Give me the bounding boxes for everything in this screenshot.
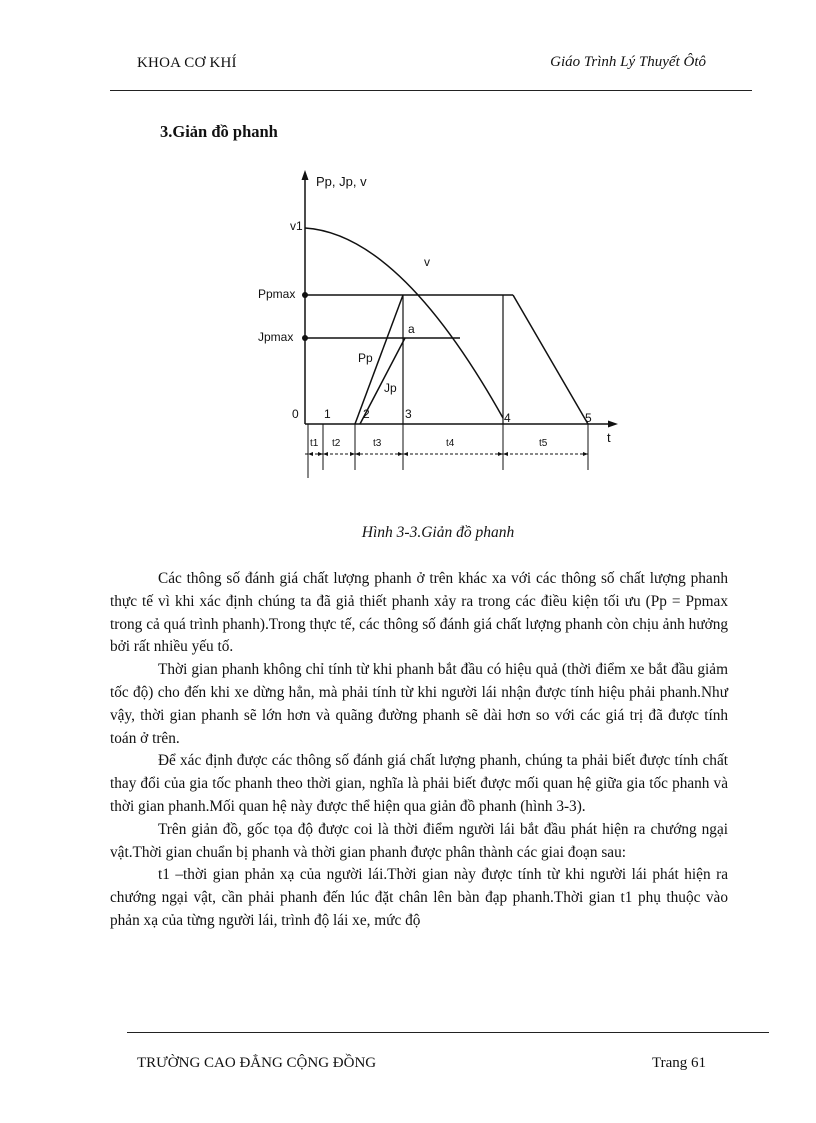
header-book-title: Giáo Trình Lý Thuyết Ôtô <box>550 54 706 70</box>
header-department: KHOA CƠ KHÍ <box>137 55 237 71</box>
paragraph-1: Các thông số đánh giá chất lượng phanh ở trên khác xa với các thông số chất lượng phanh thực tế vì khi xác định chúng ta đã giả thiết phanh xảy ra trong các điều kiện tối ưu (Pp = Ppmax trong cả quá trình phanh).Trong thực tế, các thông số đánh giá chất lượng phanh còn chịu ảnh hưởng bởi rất nhiều yếu tố. <box>110 570 728 656</box>
section-title: 3.Giản đồ phanh <box>160 122 278 141</box>
point-1: 1 <box>324 407 331 421</box>
figure-caption: Hình 3-3.Giản đồ phanh <box>361 524 515 541</box>
header-divider <box>110 90 752 91</box>
body-text <box>110 568 728 933</box>
point-5: 5 <box>585 411 592 425</box>
paragraph-5: t1 –thời gian phản xạ của người lái.Thời gian này được tính từ khi người lái phát hiện ra chướng ngại vật, cần phải phanh đến lúc đặt chân lên bàn đạp phanh.Thời gian t1 phụ thuộc vào phản xạ của từng người lái, trình độ lái xe, mức độ <box>110 866 728 929</box>
v-curve-label: v <box>424 255 430 269</box>
footer-school: TRƯỜNG CAO ĐẲNG CỘNG ĐỒNG <box>137 1055 377 1071</box>
interval-ticks <box>305 424 588 478</box>
jmax-label: Jpmax <box>258 330 294 344</box>
braking-diagram <box>250 166 620 490</box>
velocity-curve <box>305 228 503 418</box>
paragraph-4: Trên giản đồ, gốc tọa độ được coi là thời điểm người lái bắt đầu phát hiện ra chướng ngại vật.Thời gian chuẩn bị phanh và thời gian phanh được phân thành các giai đoạn sau: <box>110 820 728 861</box>
paragraph-2: Thời gian phanh không chỉ tính từ khi phanh bắt đầu có hiệu quả (thời điểm xe bắt đầu giảm tốc độ) cho đến khi xe dừng hẳn, mà phải tính từ khi người lái nhận được tính hiệu phải phanh.Như vậy, thời gian phanh sẽ lớn hơn và quãng đường phanh sẽ dài hơn so với các giá trị đã được tính toán ở trên. <box>110 661 728 747</box>
y-axis-arrow <box>302 170 309 180</box>
page-number: Trang 61 <box>651 1055 706 1071</box>
footer-divider <box>127 1032 769 1033</box>
interval-t2: t2 <box>332 438 341 449</box>
point-3: 3 <box>405 407 412 421</box>
pmax-point <box>302 292 308 298</box>
paragraph-3: Để xác định được các thông số đánh giá chất lượng phanh, chúng ta phải biết được tính chất thay đổi của gia tốc phanh theo thời gian, nghĩa là phải biết được mối quan hệ giữa gia tốc phanh và thời gian phanh.Mối quan hệ này được thể hiện qua giản đồ phanh (hình 3-3). <box>110 752 728 815</box>
point-0: 0 <box>292 407 299 421</box>
point-4: 4 <box>504 411 511 425</box>
jmax-point <box>302 335 308 341</box>
pmax-label: Ppmax <box>258 287 296 301</box>
point-2: 2 <box>363 407 370 421</box>
interval-t1: t1 <box>310 438 319 449</box>
x-axis-label: t <box>607 430 611 445</box>
pp-decline <box>513 295 588 424</box>
jp-label: Jp <box>384 381 397 395</box>
a-label: a <box>408 322 415 336</box>
interval-t4: t4 <box>446 438 455 449</box>
interval-t3: t3 <box>373 438 382 449</box>
v1-label: v1 <box>290 219 303 233</box>
pp-label: Pp <box>358 351 373 365</box>
y-axis-label: Pp, Jp, v <box>316 174 367 189</box>
interval-t5: t5 <box>539 438 548 449</box>
x-axis-arrow <box>608 421 618 428</box>
